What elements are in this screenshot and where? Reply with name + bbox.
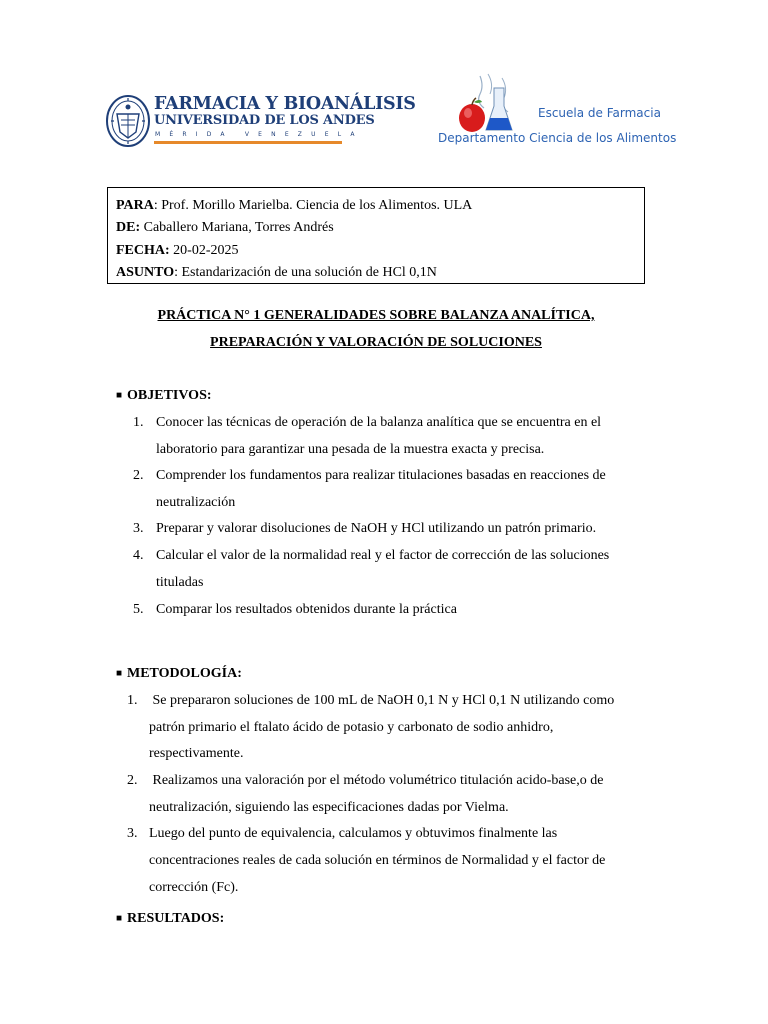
memo-fecha-value: 20-02-2025	[169, 242, 239, 258]
objetivo-1-number: 1.	[133, 415, 144, 430]
memo-para-label: PARA	[116, 198, 154, 213]
objetivo-2-number: 2.	[133, 468, 144, 483]
memo-asunto-label: ASUNTO	[116, 265, 175, 281]
metodologia-heading-text: METODOLOGÍA:	[127, 666, 242, 681]
objetivo-1-line2: laboratorio para garantizar una pesada de la muestra exacta y precisa.	[156, 442, 545, 457]
metodo-3-line1: Luego del punto de equivalencia, calculamos y obtuvimos finalmente las	[149, 826, 558, 841]
metodo-3-line3: corrección (Fc).	[149, 880, 239, 895]
metodo-1-number: 1.	[127, 693, 138, 708]
objetivo-2-line2: neutralización	[156, 495, 236, 510]
metodo-1-line3: respectivamente.	[149, 746, 244, 761]
practice-title-line2: PREPARACIÓN Y VALORACIÓN DE SOLUCIONES	[210, 335, 542, 350]
memo-de-value: Caballero Mariana, Torres Andrés	[140, 220, 334, 236]
objetivo-1-line1: Conocer las técnicas de operación de la balanza analítica que se encuentra en el	[156, 415, 602, 430]
square-bullet-icon: ■	[116, 390, 123, 401]
practice-title-line1: PRÁCTICA N° 1 GENERALIDADES SOBRE BALANZA ANALÍTICA,	[157, 308, 595, 323]
logo-faculty-name: FARMACIA Y BIOANÁLISIS	[154, 94, 416, 114]
objetivo-4-line1: Calcular el valor de la normalidad real y el factor de corrección de las soluciones	[156, 548, 610, 563]
faculty-logo	[105, 92, 416, 150]
square-bullet-icon: ■	[116, 913, 123, 924]
memo-header-box	[107, 187, 645, 284]
metodo-2-number: 2.	[127, 773, 138, 788]
metodo-1-line2: patrón primario el ftalato ácido de potasio y carbonato de sodio anhidro,	[149, 720, 554, 735]
metodo-3-number: 3.	[127, 826, 138, 841]
metodo-3-line2: concentraciones reales de cada solución en términos de Normalidad y el factor de	[149, 853, 606, 868]
objetivo-2-line1: Comprender los fundamentos para realizar titulaciones basadas en reacciones de	[156, 468, 606, 483]
objetivos-heading-text: OBJETIVOS:	[127, 388, 212, 403]
objetivo-4-line2: tituladas	[156, 575, 204, 590]
resultados-heading	[116, 911, 224, 927]
memo-fecha-row	[116, 240, 636, 262]
objetivo-5-line1: Comparar los resultados obtenidos durante la práctica	[156, 602, 457, 617]
memo-de-row	[116, 217, 636, 239]
metodo-1-line1: Se prepararon soluciones de 100 mL de NaOH 0,1 N y HCl 0,1 N utilizando como	[149, 693, 615, 708]
resultados-heading-text: RESULTADOS:	[127, 911, 225, 926]
metodologia-heading	[116, 666, 242, 682]
department-name: Departamento Ciencia de los Alimentos	[438, 131, 677, 145]
department-logo	[436, 72, 677, 152]
memo-asunto-row	[116, 262, 636, 284]
objetivo-3-line1: Preparar y valorar disoluciones de NaOH y HCl utilizando un patrón primario.	[156, 521, 597, 536]
square-bullet-icon: ■	[116, 668, 123, 679]
metodo-2-line1: Realizamos una valoración por el método volumétrico titulación acido-base,o de	[149, 773, 604, 788]
metodo-2-line2: neutralización, siguiendo las especificaciones dadas por Vielma.	[149, 800, 509, 815]
logo-underline	[154, 141, 342, 144]
logo-location: MÉRIDA VENEZUELA	[155, 131, 364, 138]
memo-asunto-value: : Estandarización de una solución de HCl 0,1N	[174, 265, 437, 281]
university-seal-icon	[105, 94, 151, 148]
logo-university-name: UNIVERSIDAD DE LOS ANDES	[154, 113, 375, 128]
apple-flask-icon	[450, 72, 520, 136]
objetivo-4-number: 4.	[133, 548, 144, 563]
memo-fecha-label: FECHA:	[116, 242, 170, 258]
memo-de-label: DE:	[116, 220, 141, 236]
memo-para-row	[116, 195, 636, 217]
objetivo-5-number: 5.	[133, 602, 144, 617]
school-name: Escuela de Farmacia	[538, 106, 661, 120]
objetivo-3-number: 3.	[133, 521, 144, 536]
memo-para-value: : Prof. Morillo Marielba. Ciencia de los Alimentos. ULA	[153, 198, 473, 213]
objetivos-heading	[116, 388, 212, 404]
